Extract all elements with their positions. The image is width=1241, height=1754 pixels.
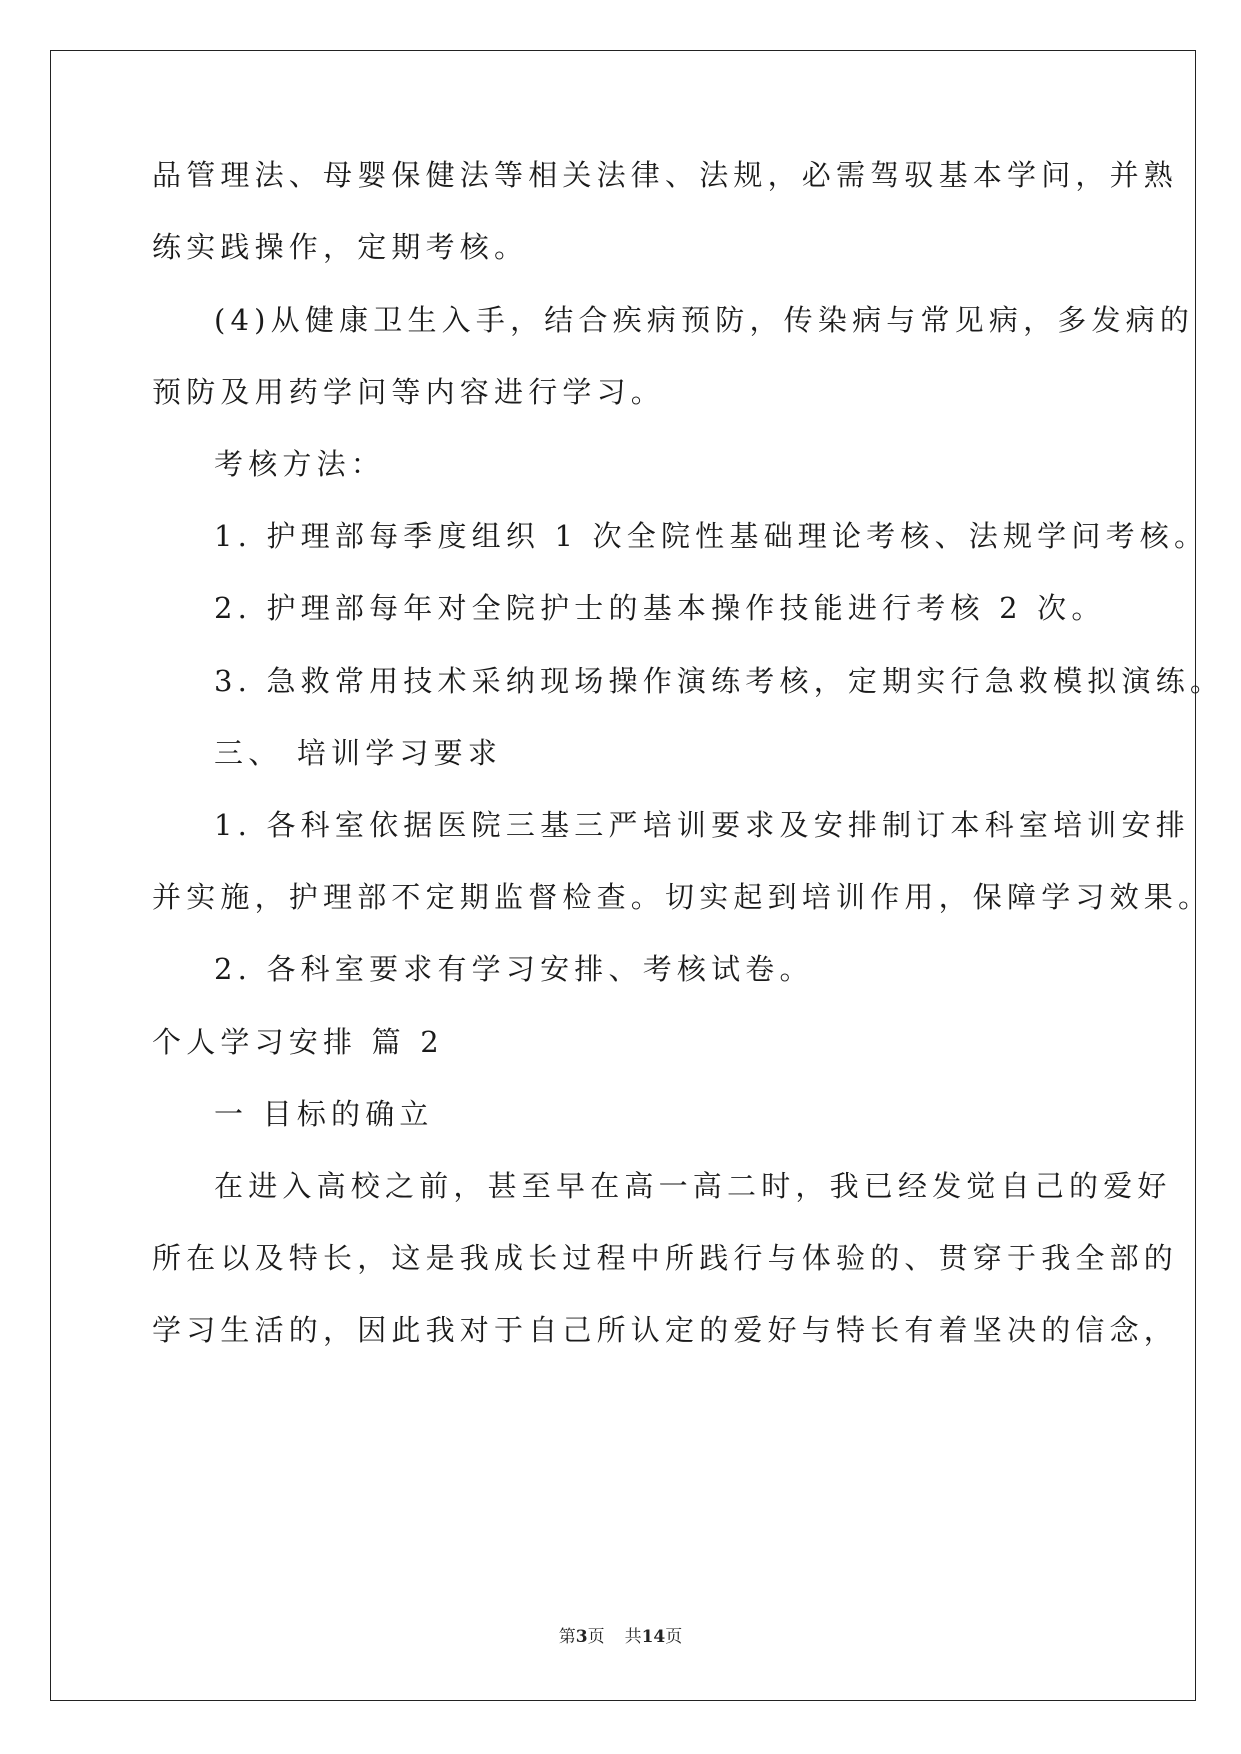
page-suffix: 页: [587, 1627, 605, 1647]
text-line: 学习生活的，因此我对于自己所认定的爱好与特长有着坚决的信念，: [152, 1313, 1179, 1347]
text-line: 1. 各科室依据医院三基三严培训要求及安排制订本科室培训安排: [214, 808, 1190, 842]
page-number: 3: [575, 1627, 588, 1647]
text-line: 并实施，护理部不定期监督检查。切实起到培训作用，保障学习效果。: [152, 880, 1213, 914]
text-line: 考核方法：: [214, 447, 386, 481]
text-line: 1. 护理部每季度组织 1 次全院性基础理论考核、法规学问考核。: [214, 519, 1209, 553]
text-line: 3. 急救常用技术采纳现场操作演练考核，定期实行急救模拟演练。: [214, 664, 1225, 698]
text-line: (4)从健康卫生入手，结合疾病预防，传染病与常见病，多发病的: [214, 303, 1195, 337]
page-border: [50, 50, 1196, 1701]
text-line: 2. 护理部每年对全院护士的基本操作技能进行考核 2 次。: [214, 591, 1106, 625]
page-prefix: 第: [558, 1627, 576, 1647]
text-line: 练实践操作，定期考核。: [152, 230, 529, 264]
total-prefix: 共: [624, 1627, 642, 1647]
text-line: 2. 各科室要求有学习安排、考核试卷。: [214, 952, 814, 986]
total-pages: 14: [641, 1627, 666, 1647]
section-heading: 一 目标的确立: [214, 1097, 434, 1131]
total-suffix: 页: [665, 1627, 683, 1647]
text-line: 品管理法、母婴保健法等相关法律、法规，必需驾驭基本学问，并熟: [152, 158, 1179, 192]
text-line: 所在以及特长，这是我成长过程中所践行与体验的、贯穿于我全部的: [152, 1241, 1179, 1275]
text-line: 在进入高校之前，甚至早在高一高二时，我已经发觉自己的爱好: [214, 1169, 1172, 1203]
page-footer: [0, 1622, 1241, 1647]
section-heading: 三、 培训学习要求: [214, 736, 503, 770]
section-title: 个人学习安排 篇 2: [152, 1025, 444, 1059]
text-line: 预防及用药学问等内容进行学习。: [152, 375, 666, 409]
